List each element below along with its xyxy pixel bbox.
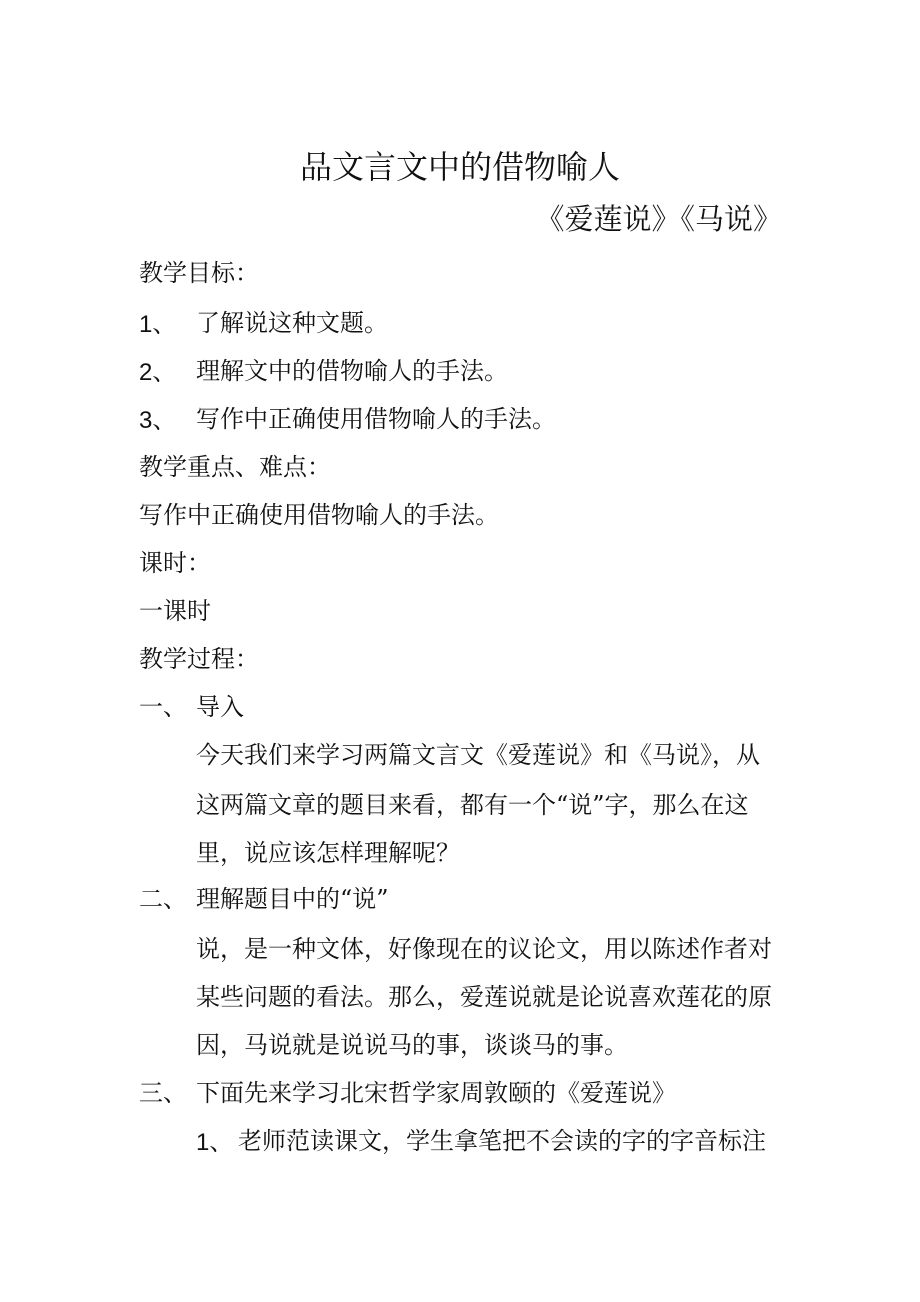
section-title: 导入 — [196, 693, 244, 721]
objective-text: 理解文中的借物喻人的手法。 — [196, 357, 508, 385]
section-number: 二、 — [139, 885, 187, 913]
hours-text: 一课时 — [139, 597, 211, 625]
section-title: 理解题目中的“说” — [196, 885, 389, 913]
paragraph-line: 里，说应该怎样理解呢？ — [196, 839, 460, 867]
sub-item-number: 1、 — [196, 1129, 234, 1156]
section-title: 下面先来学习北宋哲学家周敦颐的《爱莲说》 — [196, 1079, 676, 1107]
sub-item-text: 老师范读课文，学生拿笔把不会读的字的字音标注 — [238, 1127, 766, 1155]
key-points-heading: 教学重点、难点： — [139, 453, 331, 481]
page-subtitle: 《爱莲说》《马说》 — [535, 202, 782, 236]
key-points-text: 写作中正确使用借物喻人的手法。 — [139, 501, 499, 529]
objective-number: 2、 — [139, 359, 177, 386]
paragraph-line: 这两篇文章的题目来看，都有一个“说”字，那么在这 — [196, 791, 749, 819]
page-title: 品文言文中的借物喻人 — [299, 148, 620, 186]
paragraph-line: 某些问题的看法。那么，爱莲说就是论说喜欢莲花的原 — [196, 983, 772, 1011]
objective-text: 了解说这种文题。 — [196, 309, 388, 337]
section-number: 一、 — [139, 693, 187, 721]
hours-heading: 课时： — [139, 549, 211, 577]
section-number: 三、 — [139, 1079, 187, 1107]
paragraph-line: 说，是一种文体，好像现在的议论文，用以陈述作者对 — [196, 935, 772, 963]
paragraph-line: 今天我们来学习两篇文言文《爱莲说》和《马说》，从 — [196, 741, 760, 769]
objectives-heading: 教学目标： — [139, 259, 259, 287]
objective-number: 3、 — [139, 407, 177, 434]
objective-text: 写作中正确使用借物喻人的手法。 — [196, 405, 556, 433]
process-heading: 教学过程： — [139, 645, 259, 673]
objective-number: 1、 — [139, 311, 177, 338]
paragraph-line: 因，马说就是说说马的事，谈谈马的事。 — [196, 1031, 628, 1059]
